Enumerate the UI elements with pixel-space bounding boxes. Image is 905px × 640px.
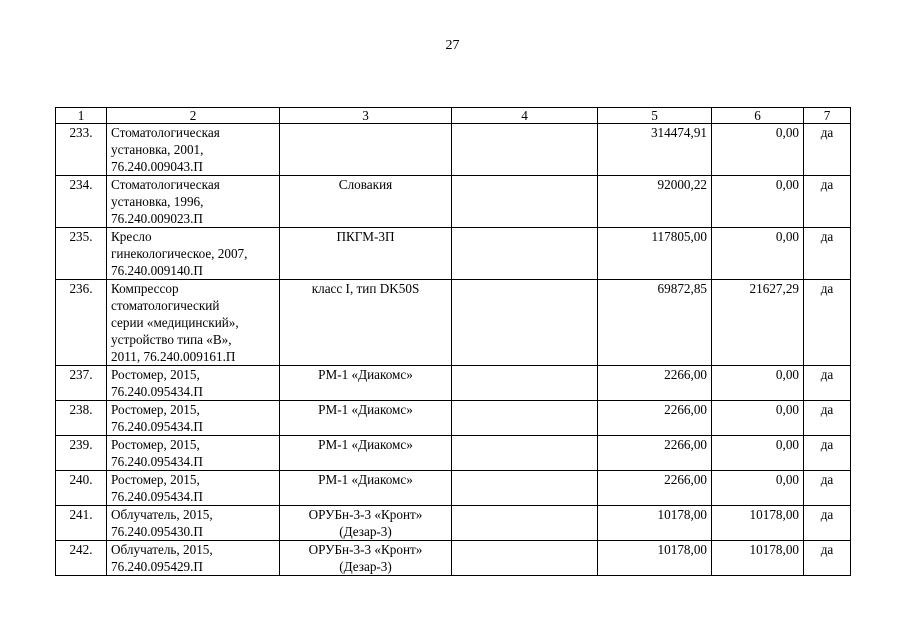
item-name xyxy=(107,541,280,576)
item-col4 xyxy=(452,401,598,436)
item-name-line: стоматологический xyxy=(111,298,220,313)
item-name-line: 76.240.095430.П xyxy=(111,524,203,539)
item-name xyxy=(107,436,280,471)
item-name-line: Ростомер, 2015, xyxy=(111,472,200,487)
item-col4 xyxy=(452,124,598,176)
item-model xyxy=(280,506,452,541)
item-name-line: 76.240.095434.П xyxy=(111,419,203,434)
row-number: 242. xyxy=(56,541,107,576)
item-value-6: 0,00 xyxy=(712,228,804,280)
item-value-5: 2266,00 xyxy=(598,471,712,506)
item-flag: да xyxy=(804,401,851,436)
item-name-line: устройство типа «В», xyxy=(111,332,232,347)
item-model xyxy=(280,471,452,506)
item-model-line: ПКГМ-3П xyxy=(336,229,395,244)
item-value-5: 2266,00 xyxy=(598,436,712,471)
item-value-6: 10178,00 xyxy=(712,541,804,576)
item-name-line: установка, 2001, xyxy=(111,142,204,157)
item-model-line: РМ-1 «Диакомс» xyxy=(318,367,413,382)
item-value-6: 0,00 xyxy=(712,471,804,506)
item-flag: да xyxy=(804,280,851,366)
row-number: 240. xyxy=(56,471,107,506)
table-row xyxy=(56,541,851,576)
item-model-line: РМ-1 «Диакомс» xyxy=(318,472,413,487)
item-model xyxy=(280,228,452,280)
item-value-5: 69872,85 xyxy=(598,280,712,366)
table-row xyxy=(56,124,851,176)
item-model-line: класс I, тип DK50S xyxy=(311,281,420,296)
item-name-line: 76.240.095429.П xyxy=(111,559,203,574)
item-name-line: 76.240.009043.П xyxy=(111,159,203,174)
row-number: 241. xyxy=(56,506,107,541)
item-flag: да xyxy=(804,176,851,228)
item-name xyxy=(107,176,280,228)
item-name xyxy=(107,506,280,541)
item-model xyxy=(280,541,452,576)
row-number: 236. xyxy=(56,280,107,366)
item-model-line: РМ-1 «Диакомс» xyxy=(318,437,413,452)
item-model-line: Словакия xyxy=(338,177,393,192)
item-value-6: 0,00 xyxy=(712,401,804,436)
table-row xyxy=(56,228,851,280)
item-flag: да xyxy=(804,471,851,506)
item-name-line: Ростомер, 2015, xyxy=(111,402,200,417)
item-name-line: Ростомер, 2015, xyxy=(111,437,200,452)
row-number: 234. xyxy=(56,176,107,228)
item-col4 xyxy=(452,436,598,471)
item-value-5: 2266,00 xyxy=(598,401,712,436)
item-value-6: 10178,00 xyxy=(712,506,804,541)
page-number: 27 xyxy=(445,38,460,53)
item-name xyxy=(107,280,280,366)
item-name xyxy=(107,124,280,176)
item-name-line: Облучатель, 2015, xyxy=(111,542,213,557)
table-row xyxy=(56,401,851,436)
item-model xyxy=(280,401,452,436)
item-name-line: Стоматологическая xyxy=(111,177,220,192)
item-col4 xyxy=(452,228,598,280)
item-name xyxy=(107,366,280,401)
item-name-line: 76.240.095434.П xyxy=(111,489,203,504)
row-number: 235. xyxy=(56,228,107,280)
row-number: 233. xyxy=(56,124,107,176)
table-row xyxy=(56,280,851,366)
header-cell-6: 6 xyxy=(712,108,804,124)
item-model-line: РМ-1 «Диакомс» xyxy=(318,402,413,417)
item-name-line: Ростомер, 2015, xyxy=(111,367,200,382)
table-row xyxy=(56,176,851,228)
item-col4 xyxy=(452,541,598,576)
item-value-5: 10178,00 xyxy=(598,506,712,541)
table-row xyxy=(56,436,851,471)
item-name xyxy=(107,471,280,506)
item-value-5: 10178,00 xyxy=(598,541,712,576)
header-cell-3: 3 xyxy=(280,108,452,124)
table-row xyxy=(56,366,851,401)
item-flag: да xyxy=(804,506,851,541)
item-value-6: 0,00 xyxy=(712,366,804,401)
item-value-5: 117805,00 xyxy=(598,228,712,280)
row-number: 238. xyxy=(56,401,107,436)
item-model-line: ОРУБн-3-3 «Кронт» xyxy=(308,542,423,557)
item-name-line: серии «медицинский», xyxy=(111,315,239,330)
item-model xyxy=(280,280,452,366)
item-value-5: 314474,91 xyxy=(598,124,712,176)
item-value-5: 2266,00 xyxy=(598,366,712,401)
header-cell-1: 1 xyxy=(56,108,107,124)
item-flag: да xyxy=(804,124,851,176)
header-cell-4: 4 xyxy=(452,108,598,124)
item-value-6: 21627,29 xyxy=(712,280,804,366)
item-model-line: (Дезар-3) xyxy=(339,559,392,574)
item-name-line: Компрессор xyxy=(111,281,179,296)
item-flag: да xyxy=(804,436,851,471)
item-name xyxy=(107,401,280,436)
item-model xyxy=(280,124,452,176)
item-flag: да xyxy=(804,541,851,576)
item-model xyxy=(280,436,452,471)
item-flag: да xyxy=(804,366,851,401)
item-col4 xyxy=(452,366,598,401)
header-cell-2: 2 xyxy=(107,108,280,124)
row-number: 239. xyxy=(56,436,107,471)
item-name-line: Кресло xyxy=(111,229,152,244)
header-cell-5: 5 xyxy=(598,108,712,124)
item-name-line: 76.240.009140.П xyxy=(111,263,203,278)
inventory-table xyxy=(55,107,851,576)
item-name-line: гинекологическое, 2007, xyxy=(111,246,248,261)
item-name-line: 76.240.095434.П xyxy=(111,384,203,399)
item-value-6: 0,00 xyxy=(712,176,804,228)
item-col4 xyxy=(452,506,598,541)
item-name-line: 76.240.095434.П xyxy=(111,454,203,469)
item-col4 xyxy=(452,471,598,506)
item-name-line: 76.240.009023.П xyxy=(111,211,203,226)
header-cell-7: 7 xyxy=(804,108,851,124)
item-name-line: Облучатель, 2015, xyxy=(111,507,213,522)
item-model-line: (Дезар-3) xyxy=(339,524,392,539)
row-number: 237. xyxy=(56,366,107,401)
header-row xyxy=(56,108,851,124)
item-name-line: Стоматологическая xyxy=(111,125,220,140)
item-name xyxy=(107,228,280,280)
item-model-line: ОРУБн-3-3 «Кронт» xyxy=(308,507,423,522)
item-name-line: установка, 1996, xyxy=(111,194,204,209)
item-flag: да xyxy=(804,228,851,280)
item-col4 xyxy=(452,176,598,228)
item-name-line: 2011, 76.240.009161.П xyxy=(111,349,236,364)
item-value-6: 0,00 xyxy=(712,436,804,471)
item-model xyxy=(280,366,452,401)
item-col4 xyxy=(452,280,598,366)
item-value-6: 0,00 xyxy=(712,124,804,176)
table-row xyxy=(56,471,851,506)
item-model xyxy=(280,176,452,228)
table-row xyxy=(56,506,851,541)
item-value-5: 92000,22 xyxy=(598,176,712,228)
